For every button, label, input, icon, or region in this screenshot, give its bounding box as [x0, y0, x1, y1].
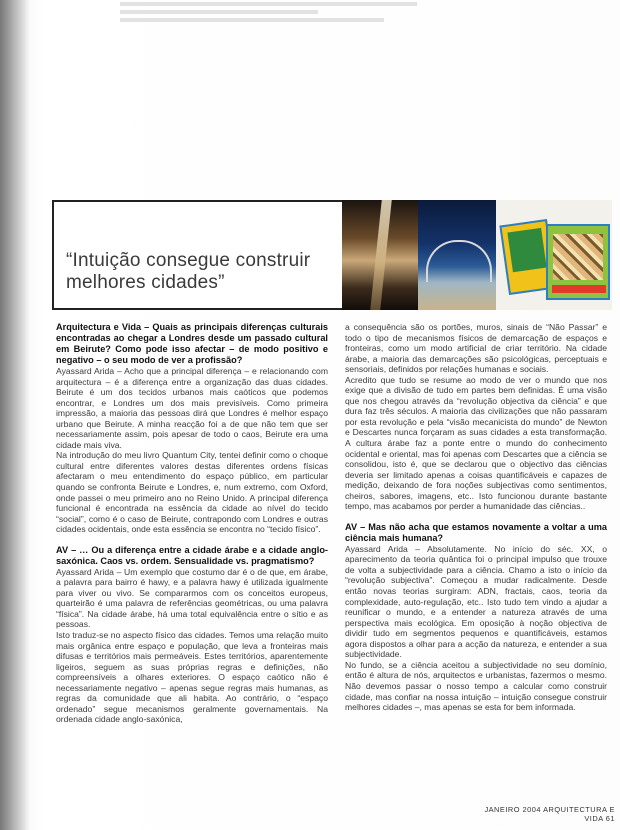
book-cover-right: [546, 224, 610, 300]
interview-answer: a consequência são os portões, muros, sinais de “Não Passar” e todo o tipo de mecanismos físicos de demarcação de espaços e fronteiras, como um modo artificial de criar território. Na cidade árabe, a maioria das demarcações são psicológicas, perceptuais e sensoriais, definidos por relações humanas e sociais.: [345, 322, 607, 375]
right-text-column: [345, 322, 607, 713]
pull-quote-box: [52, 200, 342, 310]
bleed-through-text: [120, 2, 450, 62]
bridge-photo: [418, 200, 496, 310]
interview-question: AV – … Ou a diferença entre a cidade árabe e a cidade anglo-saxónica. Caos vs. ordem. Sensualidade vs. pragmatismo?: [56, 544, 328, 566]
interview-question: AV – Mas não acha que estamos novamente a voltar a uma ciência mais humana?: [345, 521, 607, 543]
interview-answer: Isto traduz-se no aspecto físico das cidades. Temos uma relação muito mais orgânica entre espaço e população, que leva a fronteiras mais difusas e territórios mais permeáveis. Estes territórios, aparentemente ligeiros, seguem as suas próprias regras e definições, não compreensíveis a olhares exteriores. O espaço caótico não é necessariamente negativo – apenas segue regras mais humanas, as regras da comunidade que ali habita. Ao contrário, o “espaço ordenado” segue mecanismos geralmente governamentais. Na ordenada cidade anglo-saxónica,: [56, 630, 328, 725]
canyon-photo: [342, 200, 418, 310]
interview-answer: Na introdução do meu livro Quantum City, tentei definir como o choque cultural entre diferentes valores destas diferentes ordens físicas afectaram o meu entendimento do espaço público, em particular quando se confronta Beirute e Londres, e, num extremo, com Oxford, onde passei o meu primeiro ano no Reino Unido. A principal diferença funcional é encontrada na essência da cidade ao nível do tecido “social”, como é o caso de Beirute, contrapondo com Londres e outras cidades ocidentais, onde esta essência se encontra no “tecido físico”.: [56, 450, 328, 535]
article-banner: [52, 200, 612, 310]
page-footer: JANEIRO 2004 ARQUITECTURA E VIDA 61: [484, 805, 615, 823]
book-covers-photo: [496, 200, 612, 310]
left-text-column: [56, 322, 328, 725]
interview-answer: Acredito que tudo se resume ao modo de ver o mundo que nos exige que a divisão de tudo em partes bem definidas. É uma visão que nos chegou através da “revolução objectiva da ciência” e que dura faz três séculos. A maioria das civilizações que não passaram por esta revolução e pela “visão mecanicista do mundo” de Newton e Descartes nunca forçaram as suas cidades a esta transformação. A cultura árabe faz a ponte entre o mundo do conhecimento ocidental e oriental, mas foi apenas com Descartes que a ciência se consolidou, isto é, que se declarou que o objectivo das ciências deveria ser limitado apenas a coisas quantificáveis e capazes de medição, deixando de fora noções subjectivas como sentimentos, cheiros, sabores, imagens, etc.. Isto funcionou durante bastante tempo, mas acabamos por perder a humanidade das ciências..: [345, 374, 607, 512]
interview-answer: Ayassard Arida – Um exemplo que costumo dar é o de que, em árabe, a palavra para bairro é hawy, e a palavra hawy é utilizada igualmente para viver ou vivo. Se compararmos com os conceitos europeus, quarteirão é uma palavra de referências geométricas, ou uma palavra “física”. Na cidade árabe, há uma total equivalência entre o sítio e as pessoas.: [56, 566, 328, 630]
page-gutter-shadow: [0, 0, 30, 830]
pull-quote: “Intuição consegue construir melhores cidades”: [66, 250, 311, 293]
canyon-light-beam: [370, 200, 392, 310]
interview-question: Arquitectura e Vida – Quais as principais diferenças culturais encontradas ao chegar a Londres desde um passado cultural em Beirute? Como pode isso afectar – de modo positivo e negativo – o seu modo de ver a profissão?: [56, 322, 328, 365]
interview-answer: Ayassard Arida – Absolutamente. No início do séc. XX, o aparecimento da teoria quântica foi o principal impulso que trouxe de volta a subjectividade para a ciência. Chamo a isto o início da “revolução subjectiva”. Começou a mudar radicalmente. Desde então novas teorias surgiram: ADN, fractais, caos, teoria da complexidade, auto-regulação, etc.. Isto tudo tem vindo a ajudar a reunificar o mundo, e a entender a natureza através de uma perspectiva mais ecológica. Em oposição à noção objectiva de dividir tudo em segmentos pequenos e quantificáveis, estamos agora dispostos a olhar para a acção da natureza, e entender a sua subjectividade.: [345, 543, 607, 660]
interview-answer: No fundo, se a ciência aceitou a subjectividade no seu domínio, então é altura de nós, arquitectos e urbanistas, fazermos o mesmo. Não devemos passar o nosso tempo a calcular como construir cidade, mas confiar na nossa intuição – intuição consegue construir melhores cidades –, mas apenas se esta for bem informada.: [345, 659, 607, 713]
interview-answer: Ayassard Arida – Acho que a principal diferença – e relacionando com arquitectura – é a diferença entre a organização das duas cidades. Beirute é um dos tecidos urbanos mais caóticos que podemos encontrar, e Londres um dos mais previsíveis. Como primeira impressão, a maioria das pessoas dirá que Londres é melhor espaço urbano que Beirute. A minha reacção foi a de que não tem que ser necessariamente assim, pois apesar de todo o caos, Beirute era uma cidade mais viva.: [56, 366, 328, 450]
bridge-arch: [426, 240, 492, 282]
